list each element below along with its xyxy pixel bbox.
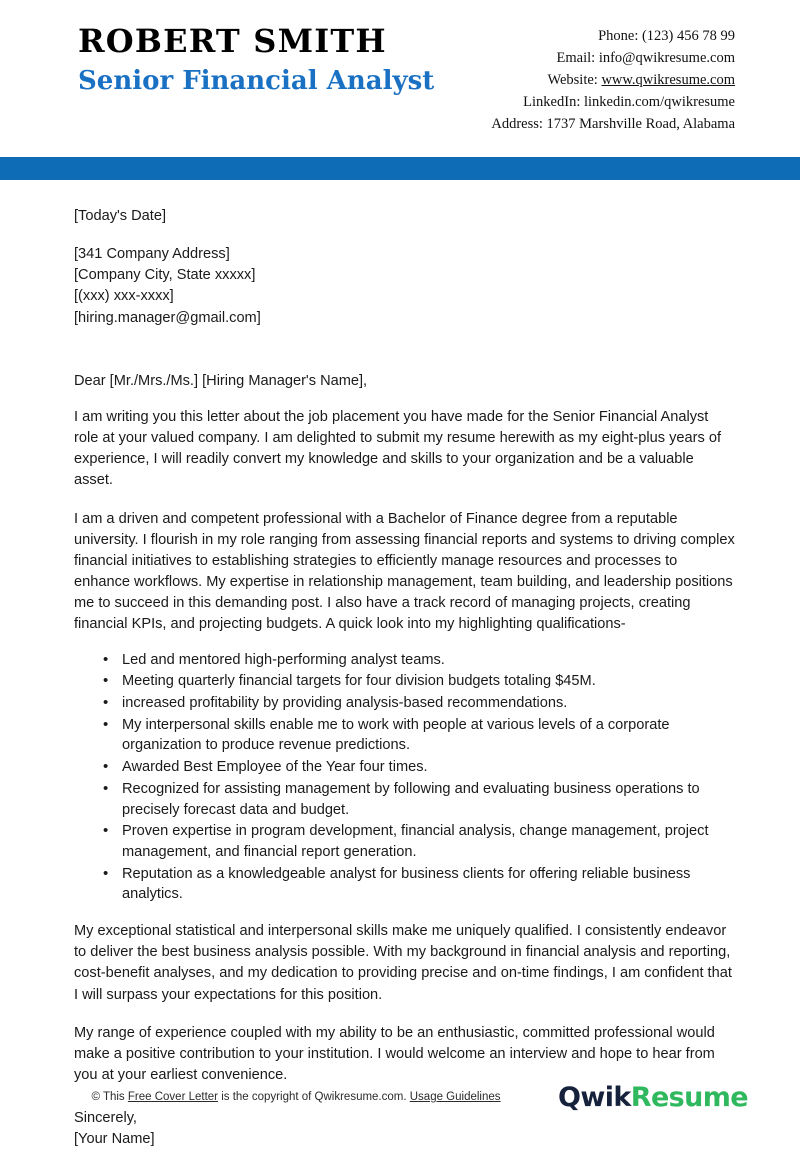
contact-linkedin[interactable]: LinkedIn: linkedin.com/qwikresume	[523, 94, 735, 111]
document-footer	[0, 1071, 800, 1123]
applicant-name: ROBERT SMITH	[78, 22, 387, 60]
closing-salutation: Sincerely,	[74, 1110, 137, 1127]
body-paragraph-4: My range of experience coupled with my ability to be an enthusiastic, committed professional would make a positive contribution to your institution. I would welcome an interview and hope to hear from you at your earliest convenience.	[74, 1024, 715, 1084]
logo-text-qwik: Qwik	[558, 1081, 631, 1113]
logo-text-resume: Resume	[630, 1081, 748, 1113]
recipient-phone: [(xxx) xxx-xxxx]	[74, 288, 174, 305]
recipient-city-state: [Company City, State xxxxx]	[74, 267, 256, 284]
list-item: • Awarded Best Employee of the Year four times.	[74, 757, 735, 778]
contact-website-row	[491, 69, 735, 91]
list-item: • increased profitability by providing analysis-based recommendations.	[74, 693, 735, 714]
list-item: • Recognized for assisting management by following and evaluating business operations to precisely forecast data and budget.	[74, 779, 735, 820]
header-accent-bar	[0, 157, 800, 180]
qwikresume-logo	[558, 1081, 748, 1113]
qualifications-list	[74, 650, 735, 906]
recipient-address-block	[74, 244, 735, 329]
contact-email: Email: info@qwikresume.com	[556, 50, 735, 67]
salutation: Dear [Mr./Mrs./Ms.] [Hiring Manager's Name],	[74, 372, 368, 389]
contact-address: Address: 1737 Marshville Road, Alabama	[491, 116, 735, 133]
letter-body	[0, 180, 800, 1150]
contact-website-label: Website:	[547, 72, 602, 89]
usage-guidelines-link[interactable]: Usage Guidelines	[409, 1091, 501, 1103]
identity-block	[78, 22, 434, 97]
list-item: • Reputation as a knowledgeable analyst for business clients for offering reliable business analytics.	[74, 864, 735, 905]
letter-date: [Today's Date]	[74, 208, 167, 224]
contact-block	[491, 22, 735, 135]
footer-copyright-prefix: © This	[91, 1091, 128, 1103]
applicant-job-title: Senior Financial Analyst	[78, 65, 435, 96]
list-item: • Led and mentored high-performing analyst teams.	[74, 650, 735, 671]
list-item: • Proven expertise in program development, financial analysis, change management, project management, and financial report generation.	[74, 821, 735, 862]
signature-name: [Your Name]	[74, 1130, 155, 1147]
footer-copyright-middle: is the copyright of Qwikresume.com.	[218, 1091, 410, 1103]
document-header	[0, 0, 800, 157]
contact-phone: Phone: (123) 456 78 99	[598, 28, 735, 44]
free-cover-letter-link[interactable]: Free Cover Letter	[127, 1091, 219, 1103]
footer-copyright	[74, 1091, 558, 1103]
recipient-street: [341 Company Address]	[74, 246, 230, 263]
body-paragraph-2: I am a driven and competent professional with a Bachelor of Finance degree from a reputable university. I flourish in my role ranging from assessing financial reports and systems to driving complex financial initiatives to establishing strategies to efficiently manage resources and processes to enhance workflows. My expertise in relationship management, team building, and leadership positions me to succeed in this demanding post. I also have a track record of managing projects, creating financial KPIs, and projecting budgets. A quick look into my highlighting qualifications-	[74, 510, 735, 633]
recipient-email: [hiring.manager@gmail.com]	[74, 309, 261, 326]
list-item: • Meeting quarterly financial targets for four division budgets totaling $45M.	[74, 671, 735, 692]
body-paragraph-3: My exceptional statistical and interpersonal skills make me uniquely qualified. I consistently endeavor to deliver the best business analysis possible. With my background in financial analysis and reporting, cost-benefit analyses, and my dedication to providing precise and on-time findings, I am confident that I will surpass your expectations for this position.	[74, 923, 732, 1003]
body-paragraph-1: I am writing you this letter about the job placement you have made for the Senior Financial Analyst role at your valued company. I am delighted to submit my resume herewith as my eight-plus years of experience, I will readily convert my knowledge and skills to your organization and be a valuable asset.	[74, 408, 722, 489]
contact-website-link[interactable]: www.qwikresume.com	[601, 72, 735, 89]
list-item: • My interpersonal skills enable me to work with people at various levels of a corporate organization to produce revenue predictions.	[74, 715, 735, 756]
